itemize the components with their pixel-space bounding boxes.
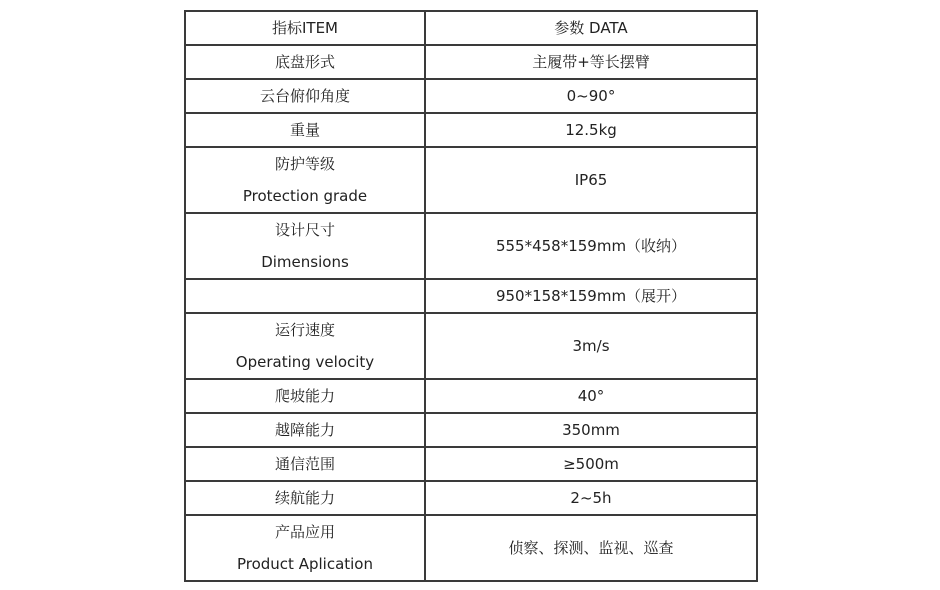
- spec-table: [184, 10, 758, 582]
- item-cell: [185, 147, 425, 213]
- item-label-en: Dimensions: [261, 253, 349, 271]
- value-cell: 350mm: [425, 413, 757, 447]
- table-row: [185, 45, 757, 79]
- item-label-cn: 运行速度: [274, 321, 335, 339]
- value-cell: IP65: [425, 147, 757, 213]
- item-cell: [185, 279, 425, 313]
- value-cell: 555*458*159mm（收纳）: [425, 213, 757, 279]
- item-cell: 重量: [185, 113, 425, 147]
- header-data-cell: 参数 DATA: [425, 11, 757, 45]
- value-cell: ≥500m: [425, 447, 757, 481]
- item-cell: [185, 313, 425, 379]
- table-row: [185, 447, 757, 481]
- item-cell: 爬坡能力: [185, 379, 425, 413]
- item-cell: 云台俯仰角度: [185, 79, 425, 113]
- table-row: [185, 213, 757, 279]
- header-row: [185, 11, 757, 45]
- table-row: [185, 481, 757, 515]
- value-cell: 侦察、探测、监视、巡查: [425, 515, 757, 581]
- value-cell: 40°: [425, 379, 757, 413]
- table-row: [185, 379, 757, 413]
- value-cell: 主履带+等长摆臂: [425, 45, 757, 79]
- item-cell: 通信范围: [185, 447, 425, 481]
- table-row: [185, 279, 757, 313]
- item-label-en: Protection grade: [242, 187, 368, 205]
- item-label-en: Product Aplication: [236, 555, 373, 573]
- table-row: [185, 313, 757, 379]
- item-cell: 底盘形式: [185, 45, 425, 79]
- value-cell: 950*158*159mm（展开）: [425, 279, 757, 313]
- value-cell: 2~5h: [425, 481, 757, 515]
- item-label-cn: 防护等级: [274, 155, 335, 173]
- value-cell: 0~90°: [425, 79, 757, 113]
- item-cell: [185, 213, 425, 279]
- item-cell: [185, 515, 425, 581]
- item-label-cn: 设计尺寸: [274, 221, 335, 239]
- header-item-cell: 指标ITEM: [185, 11, 425, 45]
- item-cell: 续航能力: [185, 481, 425, 515]
- item-label-cn: 产品应用: [274, 523, 335, 541]
- item-cell: 越障能力: [185, 413, 425, 447]
- table-row: [185, 79, 757, 113]
- item-label-en: Operating velocity: [235, 353, 375, 371]
- table-row: [185, 413, 757, 447]
- table-row: [185, 113, 757, 147]
- table-row: [185, 515, 757, 581]
- table-row: [185, 147, 757, 213]
- value-cell: 3m/s: [425, 313, 757, 379]
- value-cell: 12.5kg: [425, 113, 757, 147]
